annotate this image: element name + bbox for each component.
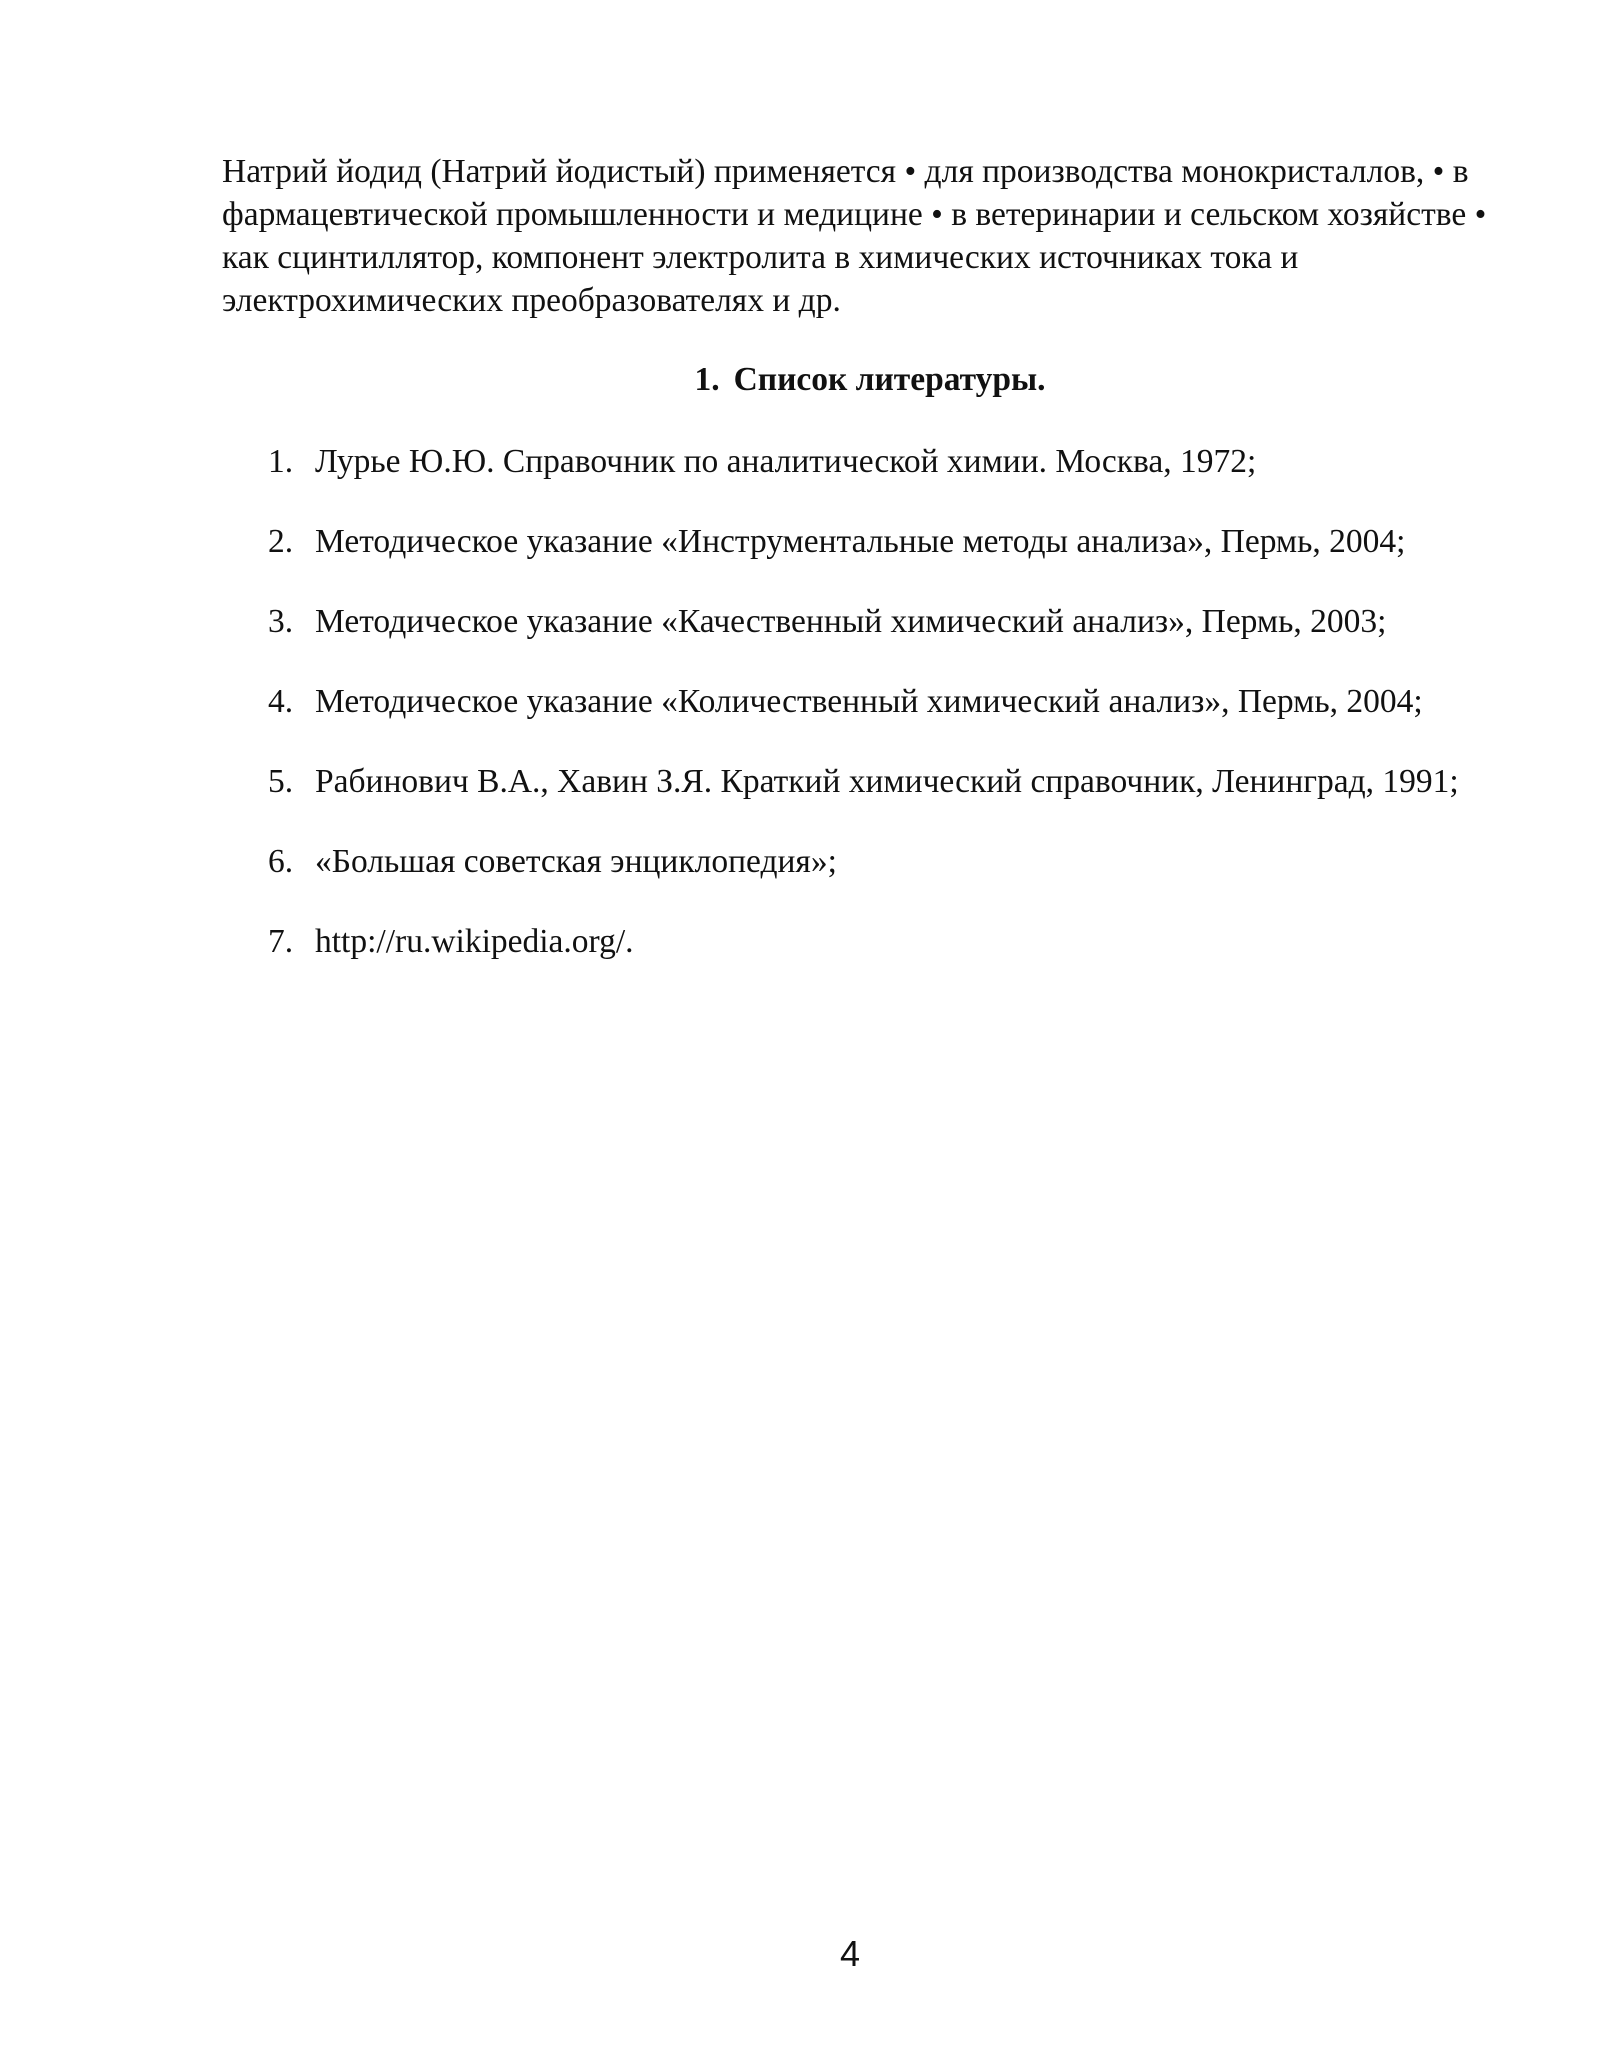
heading-title: Список литературы. bbox=[733, 361, 1046, 398]
reference-text: Рабинович В.А., Хавин З.Я. Краткий химический справочник, Ленинград, 1991; bbox=[315, 763, 1459, 800]
reference-item bbox=[0, 440, 1600, 483]
reference-text: Лурье Ю.Ю. Справочник по аналитической химии. Москва, 1972; bbox=[315, 443, 1257, 480]
references-heading bbox=[0, 358, 1600, 401]
reference-text: http://ru.wikipedia.org/. bbox=[315, 923, 634, 960]
intro-paragraph: Натрий йодид (Натрий йодистый) применяется • для производства монокристаллов, • в фармацевтической промышленности и медицине • в ветеринарии и сельском хозяйстве • как сцинтиллятор, компонент электролита в химических источниках тока и электрохимических преобразователях и др. bbox=[222, 153, 1487, 319]
reference-item bbox=[0, 520, 1600, 563]
reference-number: 6. bbox=[268, 843, 294, 880]
reference-list bbox=[0, 440, 1600, 1000]
reference-number: 2. bbox=[268, 523, 294, 560]
reference-item bbox=[0, 760, 1600, 803]
reference-item bbox=[0, 680, 1600, 723]
reference-text: «Большая советская энциклопедия»; bbox=[315, 843, 837, 880]
reference-item bbox=[0, 840, 1600, 883]
reference-number: 5. bbox=[268, 763, 294, 800]
reference-text: Методическое указание «Инструментальные методы анализа», Пермь, 2004; bbox=[315, 523, 1406, 560]
reference-text: Методическое указание «Качественный химический анализ», Пермь, 2003; bbox=[315, 603, 1387, 640]
reference-item bbox=[0, 600, 1600, 643]
page-number: 4 bbox=[839, 1933, 861, 1974]
reference-text: Методическое указание «Количественный химический анализ», Пермь, 2004; bbox=[315, 683, 1423, 720]
reference-number: 7. bbox=[268, 923, 294, 960]
reference-number: 1. bbox=[268, 443, 294, 480]
reference-number: 3. bbox=[268, 603, 294, 640]
heading-number: 1. bbox=[694, 361, 720, 398]
reference-number: 4. bbox=[268, 683, 294, 720]
reference-item bbox=[0, 920, 1600, 963]
